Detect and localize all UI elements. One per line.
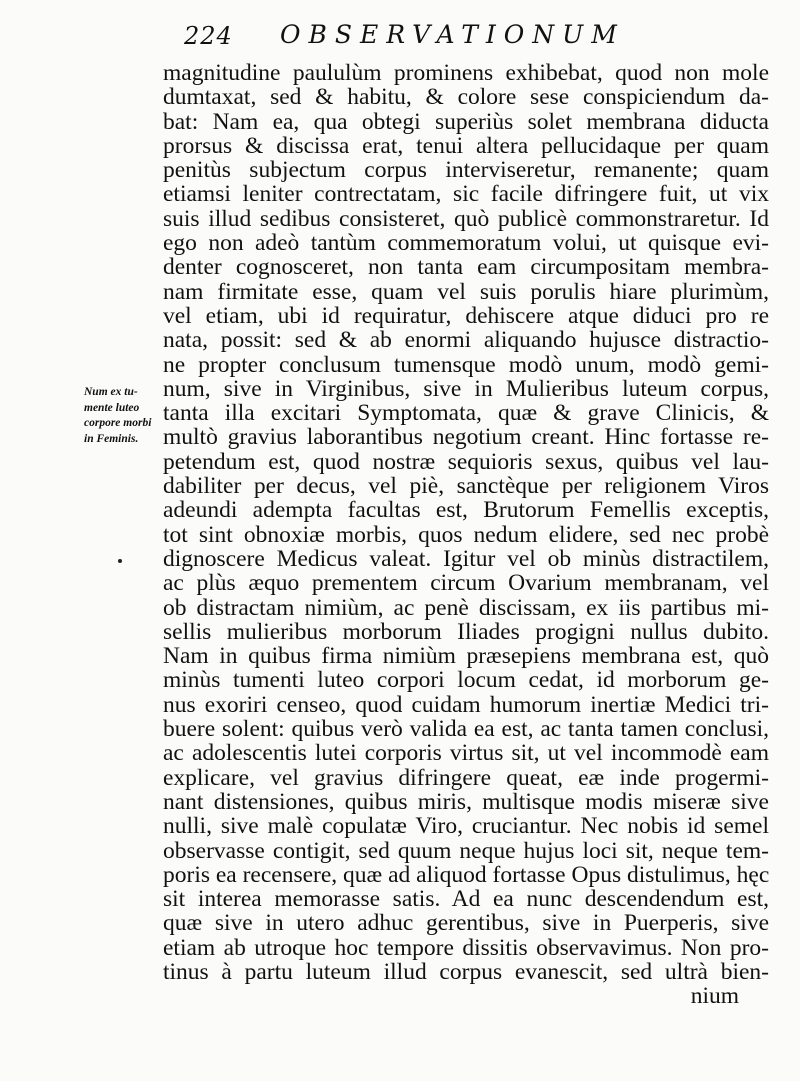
text-line: quæ sive in utero adhuc gerentibus, sive in Puerperis, sive [163, 911, 769, 936]
text-line: vel etiam, ubi id requiratur, dehiscere atque diduci pro re [163, 303, 769, 329]
text-line: etiamsi leniter contrectatam, sic facile difringere fuit, ut vix [163, 182, 769, 207]
margin-note [84, 385, 168, 447]
text-line: poris ea recensere, quæ ad aliquod fortasse Opus distulimus, hęc [163, 862, 769, 888]
text-line: dabiliter per decus, vel piè, sanctèque per religionem Viros [163, 474, 769, 499]
bleed-through-text [58, 70, 158, 100]
text-line: Nam in quibus firma nimiùm præsepiens membrana est, quò [163, 644, 769, 669]
text-line: nant distensiones, quibus miris, multisque modis miseræ sive [163, 789, 769, 815]
page-header [184, 18, 744, 58]
catchword: nium [690, 984, 739, 1009]
margin-note-line: corpore morbi [84, 417, 152, 429]
text-line: minùs tumenti luteo corpori locum cedat, id morborum ge- [163, 668, 769, 693]
text-line: tanta illa excitari Symptomata, quæ & grave Clinicis, & [163, 401, 769, 426]
running-title: OBSERVATIONUM [280, 20, 625, 49]
text-line: petendum est, quod nostræ sequioris sexus, quibus vel lau- [163, 449, 769, 475]
text-line: denter cognosceret, non tanta eam circumpositam membra- [163, 255, 769, 280]
text-line: observasse contigit, sed quum neque hujus loci sit, neque tem- [163, 838, 769, 863]
text-line: etiam ab utroque hoc tempore dissitis observavimus. Non pro- [163, 935, 769, 960]
text-line: ne propter conclusum tumensque modò unum, modò gemi- [163, 352, 769, 377]
text-line: num, sive in Virginibus, sive in Mulieribus luteum corpus, [163, 376, 769, 402]
text-line: explicare, vel gravius difringere queat, eæ inde progermi- [163, 765, 769, 790]
margin-note-line: mente luteo [84, 401, 140, 414]
text-line: nus exoriri censeo, quod cuidam humorum inertiæ Medici tri- [163, 692, 769, 718]
text-line: multò gravius laborantibus negotium creant. Hinc fortasse re- [163, 425, 769, 450]
text-line: nam firmitate esse, quam vel suis porulis hiare plurimùm, [163, 279, 769, 304]
margin-note-line: Num ex tu- [84, 386, 138, 398]
text-line: bat: Nam ea, qua obtegi superiùs solet membrana diducta [163, 109, 769, 134]
text-line: tinus à partu luteum illud corpus evanescit, sed ultrà bien- [163, 959, 769, 985]
text-line: ob distractam nimiùm, ac penè discissam, ex iis partibus mi- [163, 595, 769, 620]
text-line: magnitudine paululùm prominens exhibebat, quod non mole [163, 61, 769, 86]
margin-note-line: in Feminis. [84, 432, 139, 445]
text-line: adeundi adempta facultas est, Brutorum Femellis exceptis, [163, 498, 769, 523]
text-line: suis illud sedibus consisteret, quò publicè commonstraretur. Id [163, 206, 769, 232]
text-line: penitùs subjectum corpus interviseretur, remanente; quam [163, 158, 769, 183]
body-text [163, 61, 769, 1009]
text-line: sit interea memorasse satis. Ad ea nunc descendendum est, [163, 887, 769, 912]
text-line: nata, possit: sed & ab enormi aliquando hujusce distractio- [163, 328, 769, 353]
text-line: ac plùs æquo prementem circum Ovarium membranam, vel [163, 571, 769, 596]
text-line: buere solent: quibus verò valida ea est, ac tanta tamen conclusi, [163, 717, 769, 742]
text-line: sellis mulieribus morborum Iliades progigni nullus dubito. [163, 619, 769, 645]
text-line: ego non adeò tantùm commemoratum volui, ut quisque evi- [163, 231, 769, 256]
text-line: dignoscere Medicus valeat. Igitur vel ob minùs distractilem, [163, 546, 769, 572]
text-line: tot sint obnoxiæ morbis, quos nedum elidere, sed nec probè [163, 522, 769, 547]
text-line: ac adolescentis lutei corporis virtus sit, ut vel incommodè eam [163, 741, 769, 766]
text-line: nulli, sive malè copulatæ Viro, cruciantur. Nec nobis id semel [163, 814, 769, 839]
margin-dot-mark [118, 559, 122, 563]
page-number: 224 [184, 22, 233, 50]
text-line: prorsus & discissa erat, tenui altera pellucidaque per quam [163, 133, 769, 159]
text-line: dumtaxat, sed & habitu, & colore sese conspiciendum da- [163, 85, 769, 110]
